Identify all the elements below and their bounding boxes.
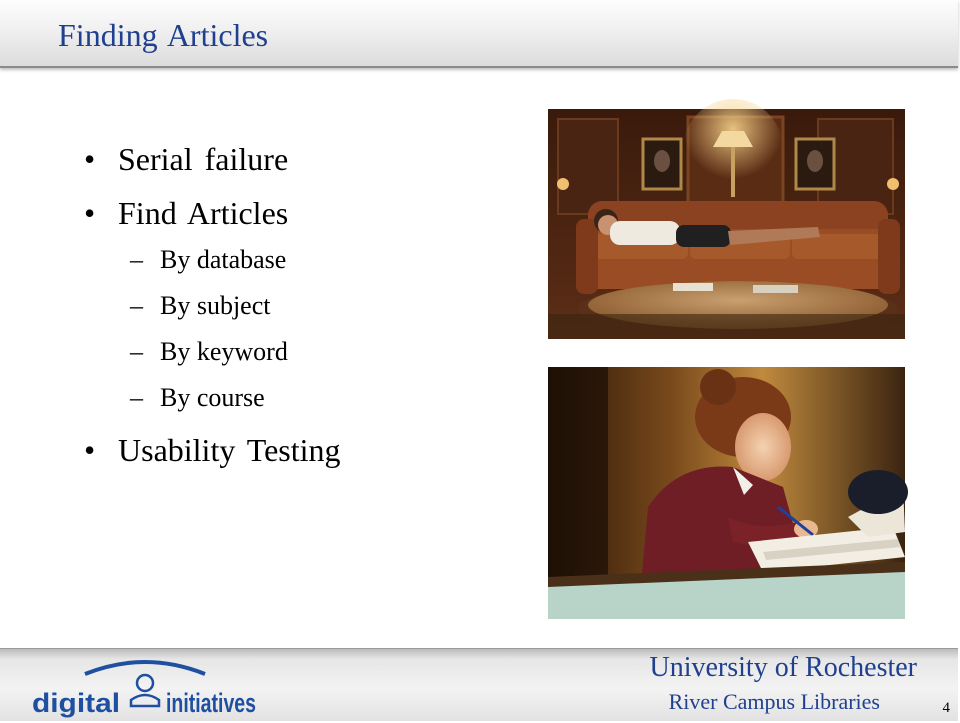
sub-bullet-symbol: – <box>130 245 143 274</box>
sub-bullet-text: By subject <box>160 291 271 320</box>
slide-title: Finding Articles <box>58 17 269 53</box>
page-number: 4 <box>942 700 950 716</box>
sub-bullet-symbol: – <box>130 337 143 366</box>
bullet-text: Usability Testing <box>118 432 341 468</box>
sub-bullet-symbol: – <box>130 383 143 412</box>
bullet-text: Find Articles <box>118 195 289 231</box>
bullet-symbol: • <box>84 432 96 468</box>
digital-initiatives-logo <box>30 656 260 718</box>
university-name: University of Rochester <box>649 652 917 683</box>
logo-text-digital: digital <box>32 688 120 718</box>
sub-bullet-symbol: – <box>130 291 143 320</box>
bullet-symbol: • <box>84 141 96 177</box>
bullet-symbol: • <box>84 195 96 231</box>
library-name: River Campus Libraries <box>668 689 880 714</box>
sub-bullet-text: By course <box>160 383 265 412</box>
title-bar <box>0 0 958 68</box>
sub-bullet-text: By database <box>160 245 287 274</box>
student-napping-on-library-couch-photo <box>548 109 905 339</box>
bullet-text: Serial failure <box>118 141 289 177</box>
logo-text-initiatives: initiatives <box>166 688 256 718</box>
student-studying-at-desk-photo <box>548 367 905 619</box>
sub-bullet-text: By keyword <box>160 337 288 366</box>
